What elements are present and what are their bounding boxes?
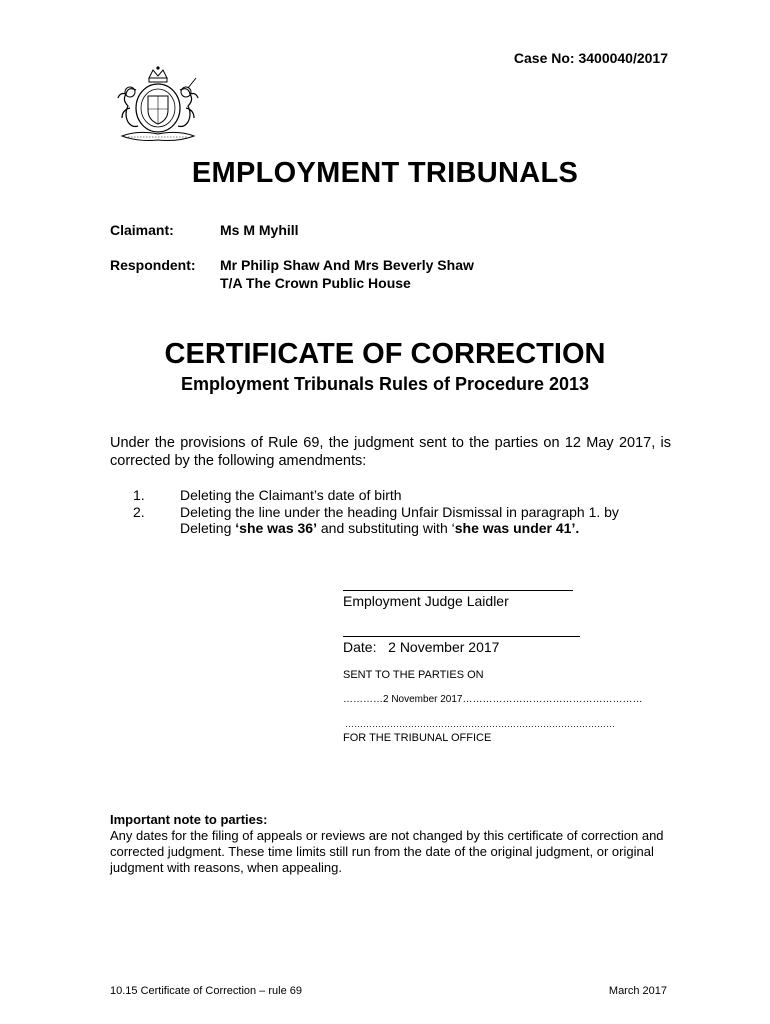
sent-date-line: …………2 November 2017……………………………………………… — [343, 694, 643, 705]
date-signature-line — [343, 636, 580, 637]
judge-name: Employment Judge Laidler — [343, 593, 509, 609]
claimant-label: Claimant: — [110, 222, 174, 238]
deleted-phrase: ‘she was 36’ — [235, 520, 317, 536]
royal-coat-of-arms-icon — [108, 64, 208, 146]
note-body: Any dates for the filing of appeals or reviews are not changed by this certificate of correction and corrected judgment. These time limits still run from the date of the original judgment, or original judgment with reasons, when appealing. — [110, 828, 664, 875]
amendment-mid: and substituting with ‘ — [316, 520, 455, 536]
amendment-text: Deleting the Claimant’s date of birth — [180, 487, 402, 503]
respondent-line-1: Mr Philip Shaw And Mrs Beverly Shaw — [220, 257, 474, 273]
footer-form-reference: 10.15 Certificate of Correction – rule 69 — [110, 985, 302, 997]
date-label: Date: — [343, 639, 377, 655]
case-number: Case No: 3400040/2017 — [513, 50, 668, 66]
substituted-phrase: she was under 41’. — [454, 520, 580, 536]
tribunal-office-label: FOR THE TRIBUNAL OFFICE — [343, 732, 492, 744]
respondent-label: Respondent: — [110, 257, 196, 273]
claimant-name: Ms M Myhill — [220, 222, 299, 238]
respondent-name — [220, 256, 474, 292]
judge-signature-line — [343, 590, 573, 591]
certificate-title: CERTIFICATE OF CORRECTION — [164, 338, 606, 370]
page-title: EMPLOYMENT TRIBUNALS — [191, 157, 579, 189]
office-signature-dots: ……………………………………………………………………………… — [345, 719, 615, 729]
sent-to-parties-label: SENT TO THE PARTIES ON — [343, 669, 484, 681]
amendment-text — [180, 504, 680, 536]
note-heading: Important note to parties: — [110, 812, 268, 827]
amendment-number: 2. — [133, 504, 145, 520]
amendment-prefix: Deleting — [180, 520, 236, 536]
amendment-number: 1. — [133, 487, 145, 503]
amendment-line-2 — [180, 520, 680, 536]
respondent-line-2: T/A The Crown Public House — [220, 275, 411, 291]
amendment-line-1: Deleting the line under the heading Unfair Dismissal in paragraph 1. by — [180, 504, 619, 520]
footer-date: March 2017 — [608, 985, 667, 997]
certificate-subtitle: Employment Tribunals Rules of Procedure 2013 — [180, 374, 590, 394]
date-value: 2 November 2017 — [388, 639, 500, 655]
intro-paragraph: Under the provisions of Rule 69, the judgment sent to the parties on 12 May 2017, is corrected by the following amendments: — [110, 435, 671, 469]
judgment-date — [343, 639, 499, 655]
